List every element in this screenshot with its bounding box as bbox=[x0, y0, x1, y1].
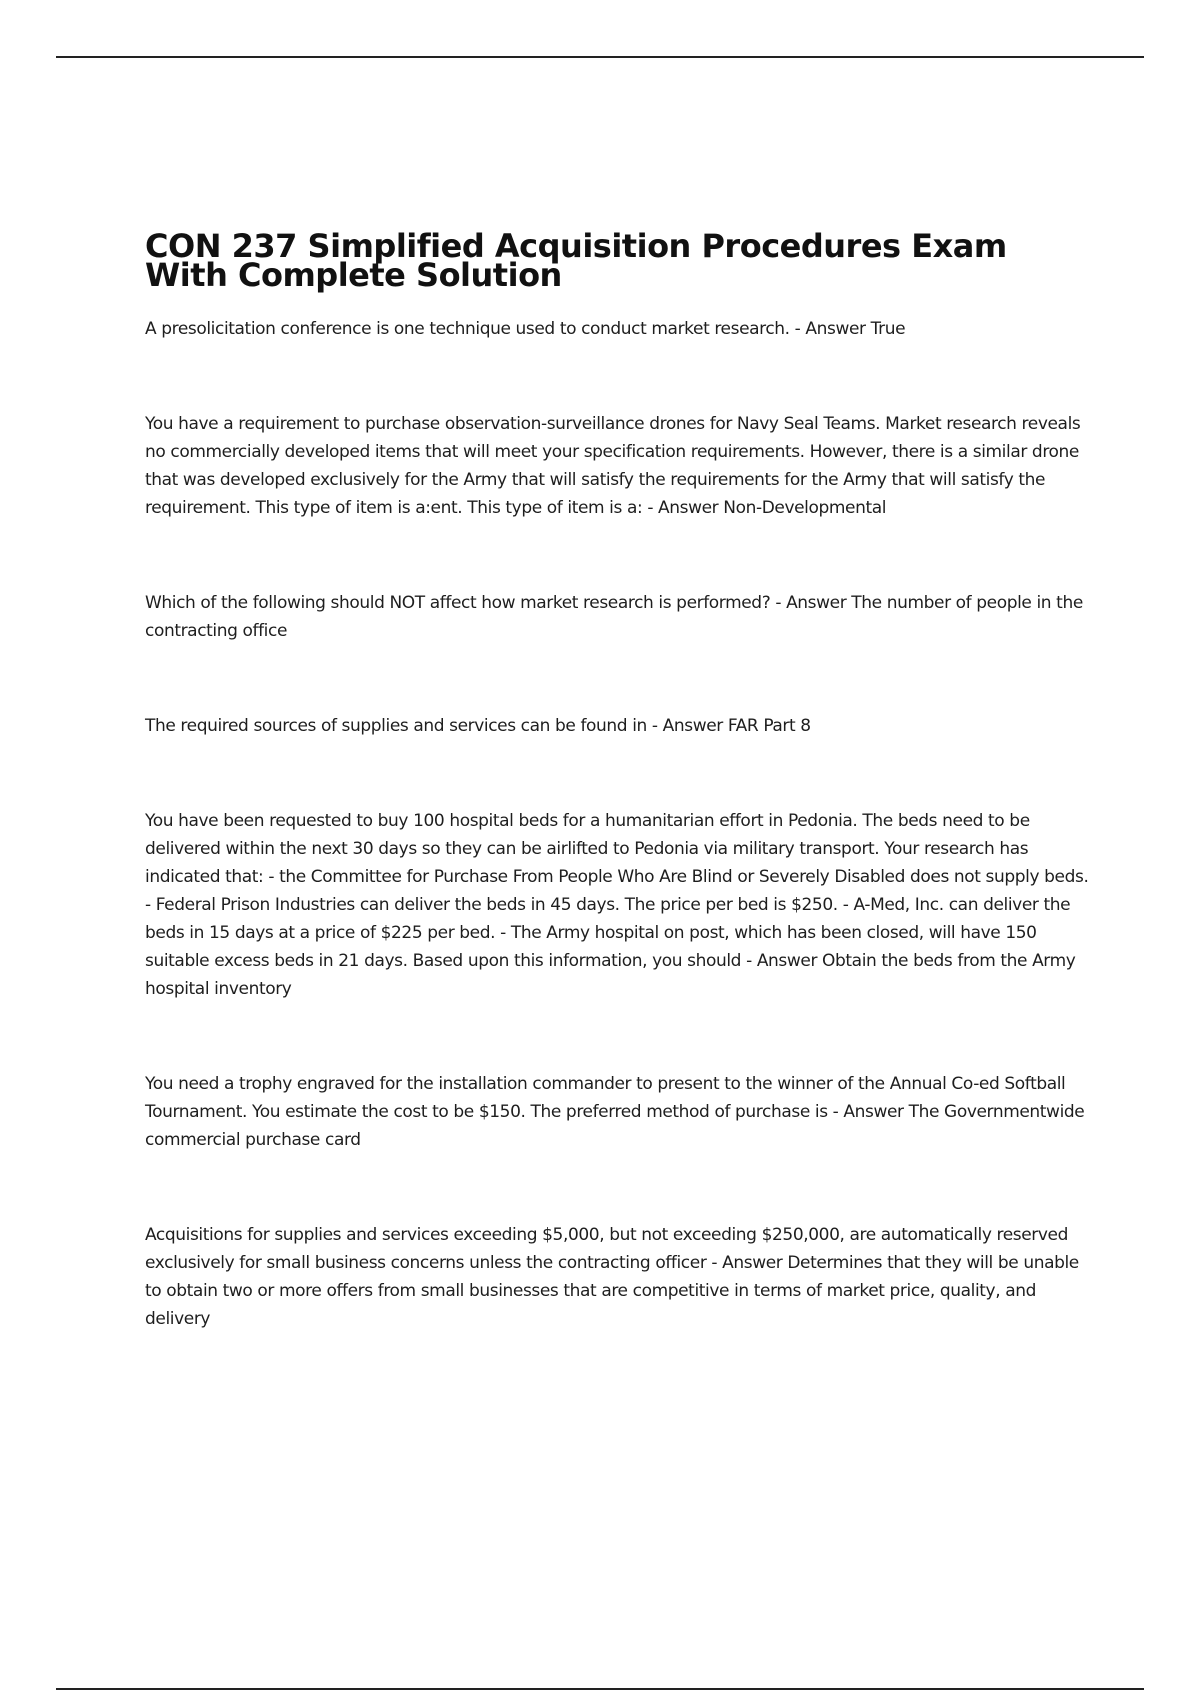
qa-item: You have been requested to buy 100 hospital beds for a humanitarian effort in Pedonia. The beds need to be delivered within the next 30 days so they can be airlifted to Pedonia via military transport. Your research has indicated that: - the Committee for Purchase From People Who Are Blind or Severely Disabled does not supply beds. - Federal Prison Industries can deliver the beds in 45 days. The price per bed is $250. - A-Med, Inc. can deliver the beds in 15 days at a price of $225 per bed. - The Army hospital on post, which has been closed, will have 150 suitable excess beds in 21 days. Based upon this information, you should - Answer Obtain the beds from the Army hospital inventory bbox=[145, 811, 1089, 999]
qa-item: Which of the following should NOT affect how market research is performed? - Answer The number of people in the contracting office bbox=[145, 593, 1083, 641]
qa-item: A presolicitation conference is one technique used to conduct market research. - Answer True bbox=[145, 319, 906, 339]
footer-rule bbox=[56, 1688, 1144, 1690]
header-rule bbox=[56, 56, 1144, 58]
qa-item: The required sources of supplies and services can be found in - Answer FAR Part 8 bbox=[145, 716, 811, 736]
qa-item: You need a trophy engraved for the installation commander to present to the winner of the Annual Co-ed Softball Tournament. You estimate the cost to be $150. The preferred method of purchase is - Answer The Governmentwide commercial purchase card bbox=[145, 1074, 1085, 1150]
qa-item: You have a requirement to purchase observation-surveillance drones for Navy Seal Teams. Market research reveals no commercially developed items that will meet your specification requirements. However, there is a similar drone that was developed exclusively for the Army that will satisfy the requirements for the Army that will satisfy the requirement. This type of item is a:ent. This type of item is a: - Answer Non-Developmental bbox=[145, 414, 1081, 518]
qa-item: Acquisitions for supplies and services exceeding $5,000, but not exceeding $250,000, are automatically reserved exclusively for small business concerns unless the contracting officer - Answer Determines that they will be unable to obtain two or more offers from small businesses that are competitive in terms of market price, quality, and delivery bbox=[145, 1225, 1079, 1329]
document-body bbox=[145, 227, 1090, 1333]
document-title: CON 237 Simplified Acquisition Procedures Exam With Complete Solution bbox=[145, 227, 1007, 294]
